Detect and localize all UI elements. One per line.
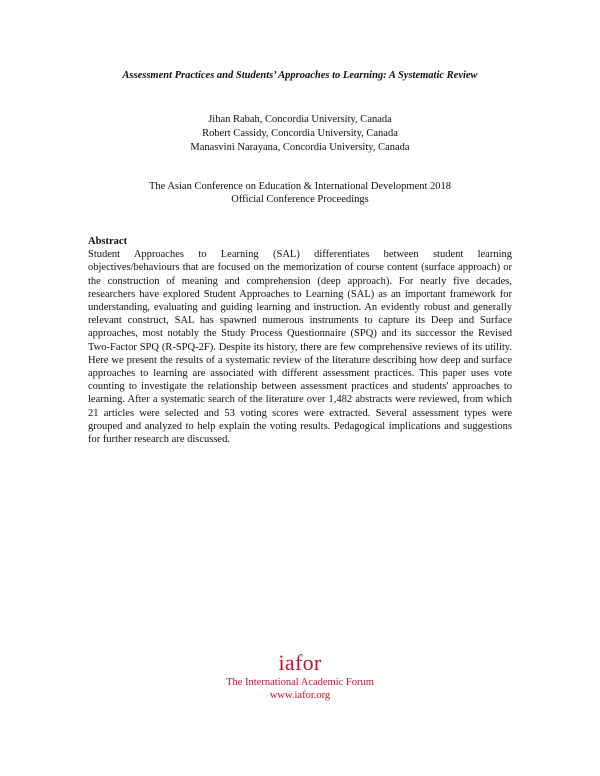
abstract-text: Student Approaches to Learning (SAL) differentiates between student learning objectives/behaviours that are focused on the memorization of course content (surface approach) or the construction of meaning and comprehension (deep approach). For nearly five decades, researchers have explored Student Approaches to Learning (SAL) as an important framework for understanding, evaluating and guiding learning and instruction. An evidently robust and generally relevant construct, SAL has spawned numerous instruments to capture its Deep and Surface approaches, most notably the Study Process Questionnaire (SPQ) and its successor the Revised Two-Factor SPQ (R-SPQ-2F). Despite its history, there are few comprehensive reviews of its utility. Here we present the results of a systematic review of the literature describing how deep and surface approaches to learning are associated with different assessment practices. This paper uses vote counting to investigate the relationship between assessment practices and students' approaches to learning. After a systematic search of the literature over 1,482 abstracts were reviewed, from which 21 articles were selected and 53 voting scores were extracted. Several assessment types were grouped and analyzed to help explain the voting results. Pedagogical implications and suggestions for further research are discussed. — [88, 249, 512, 446]
organization-name: The International Academic Forum — [226, 677, 374, 688]
conference-name: The Asian Conference on Education & International Development 2018 — [148, 181, 452, 192]
author-line: Jihan Rabah, Concordia University, Canada — [208, 114, 392, 125]
paper-title: Assessment Practices and Students’ Approaches to Learning: A Systematic Review — [122, 70, 478, 81]
iafor-logo: iafor — [278, 650, 322, 675]
conference-info — [0, 180, 600, 206]
abstract-heading: Abstract — [88, 236, 128, 247]
author-line: Robert Cassidy, Concordia University, Canada — [202, 128, 398, 139]
author-list — [0, 113, 600, 155]
author-line: Manasvini Narayana, Concordia University, Canada — [190, 142, 410, 153]
publisher-footer — [0, 650, 600, 702]
conference-proceedings: Official Conference Proceedings — [231, 194, 369, 205]
organization-url[interactable]: www.iafor.org — [269, 690, 331, 701]
abstract-section — [88, 235, 512, 446]
